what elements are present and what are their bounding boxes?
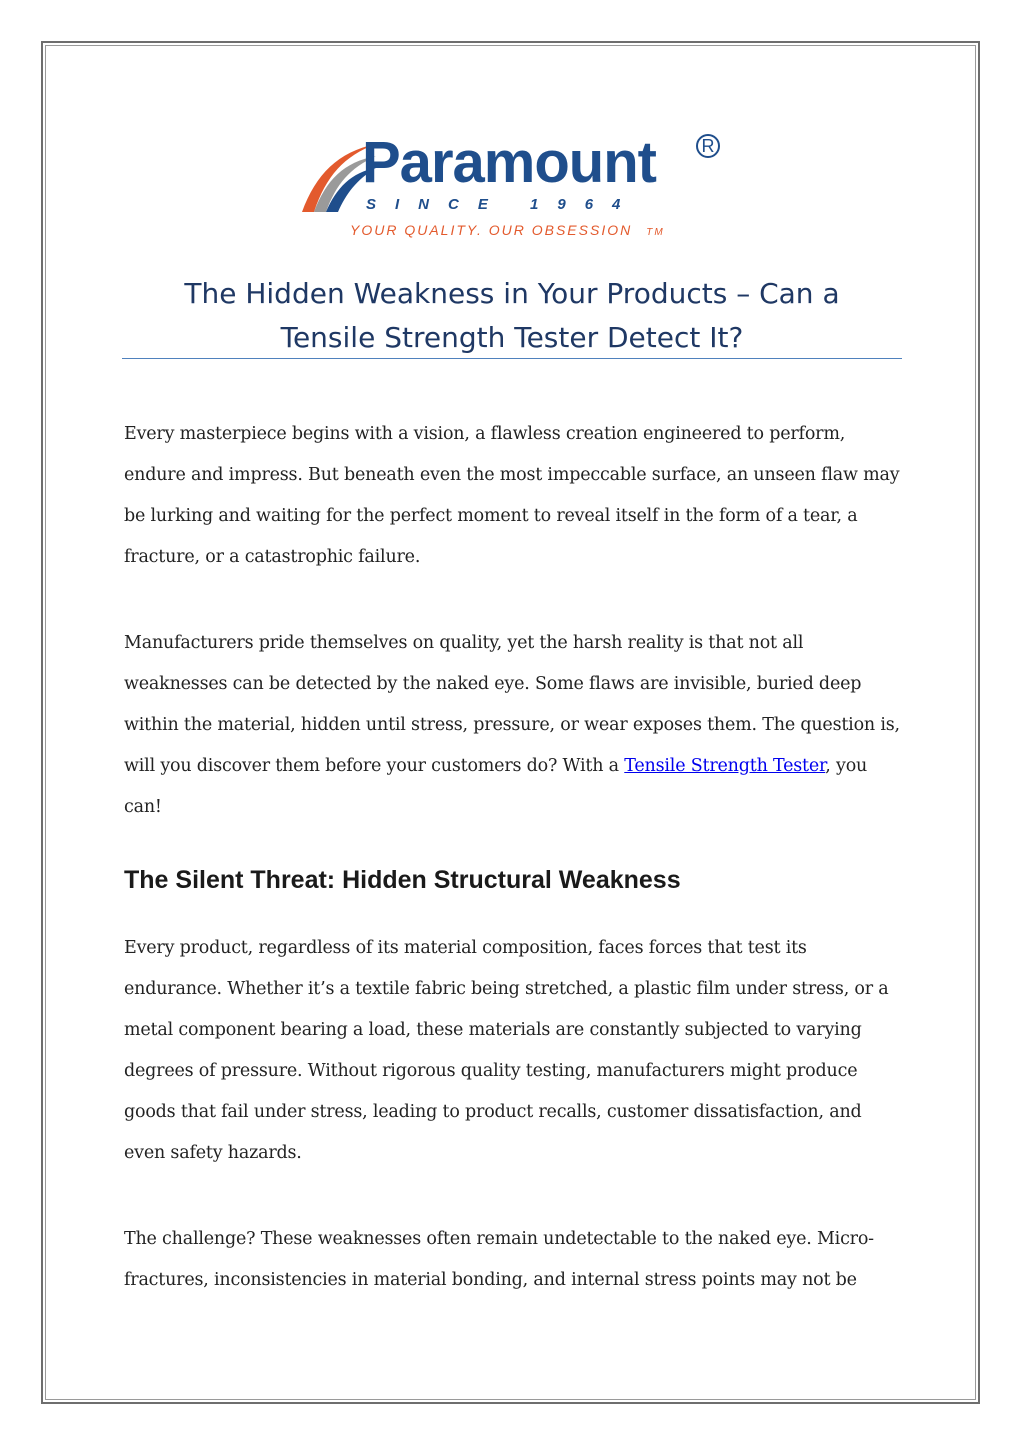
logo-tagline <box>350 222 665 238</box>
paragraph-manufacturers <box>124 623 904 828</box>
tensile-strength-tester-link[interactable]: Tensile Strength Tester <box>624 756 826 776</box>
title-line-2: Tensile Strength Tester Detect It? <box>280 321 744 354</box>
paramount-logo <box>298 128 728 244</box>
trademark-mark: TM <box>646 227 665 238</box>
paragraph-silent-threat: Every product, regardless of its material composition, faces forces that test its endurance. Whether it’s a textile fabric being stretched, a plastic film under stress, or a metal component bearing a load, these materials are constantly subjected to varying degrees of pressure. Without rigorous quality testing, manufacturers might produce goods that fail under stress, leading to product recalls, customer dissatisfaction, and even safety hazards. <box>124 938 889 1163</box>
title-divider <box>122 358 902 359</box>
paragraph-intro: Every masterpiece begins with a vision, a flawless creation engineered to perform, endure and impress. But beneath even the most impeccable surface, an unseen flaw may be lurking and waiting for the perfect moment to reveal itself in the form of a tear, a fracture, or a catastrophic failure. <box>124 424 900 567</box>
paragraph-manufacturers-end: , you can! <box>124 756 868 817</box>
document-title <box>122 272 902 360</box>
paragraph-manufacturers-text: Manufacturers pride themselves on quality, yet the harsh reality is that not all weaknesses can be detected by the naked eye. Some flaws are invisible, buried deep within the material, hidden until stress, pressure, or wear exposes them. The question is, will you discover them before your customers do? With a <box>124 633 900 776</box>
logo-tagline-text: YOUR QUALITY. OUR OBSESSION <box>350 222 633 238</box>
section-heading: The Silent Threat: Hidden Structural Weakness <box>124 866 681 894</box>
logo-since: SINCE 1964 <box>366 196 640 213</box>
logo-brand-name: Paramount <box>362 130 656 195</box>
title-line-1: The Hidden Weakness in Your Products – Can a <box>184 277 840 310</box>
paragraph-challenge: The challenge? These weaknesses often remain undetectable to the naked eye. Micro-fractures, inconsistencies in material bonding, and internal stress points may not be <box>124 1229 874 1290</box>
registered-mark-icon: R <box>696 134 720 158</box>
